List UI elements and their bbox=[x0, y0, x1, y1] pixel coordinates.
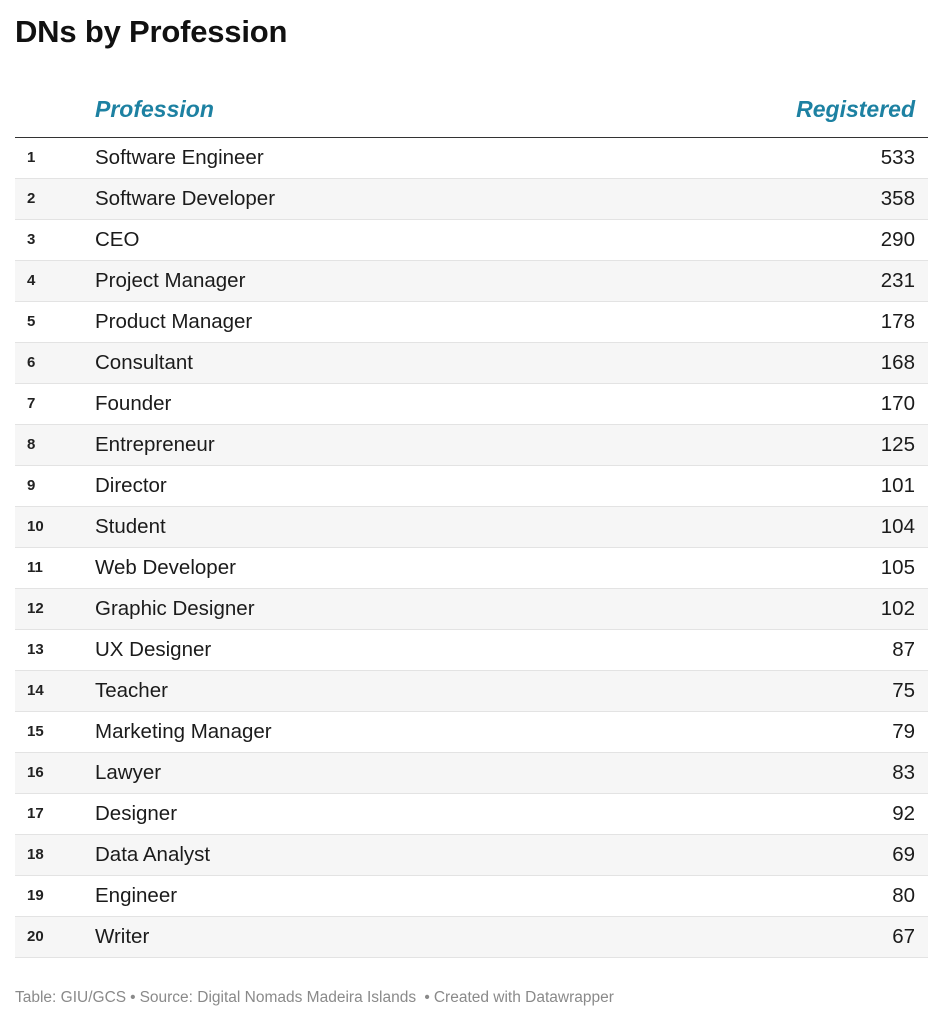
row-profession: Student bbox=[95, 515, 166, 538]
table-row bbox=[15, 302, 928, 343]
table-row bbox=[15, 671, 928, 712]
row-registered-value: 80 bbox=[892, 884, 915, 907]
row-registered-value: 92 bbox=[892, 802, 915, 825]
row-profession: Project Manager bbox=[95, 269, 246, 292]
row-profession: Teacher bbox=[95, 679, 168, 702]
table-body bbox=[15, 138, 928, 958]
row-profession: Web Developer bbox=[95, 556, 236, 579]
row-registered-value: 290 bbox=[880, 228, 915, 251]
row-rank: 12 bbox=[27, 600, 44, 617]
row-registered-value: 79 bbox=[892, 720, 915, 743]
row-rank: 13 bbox=[27, 641, 44, 658]
row-profession: Consultant bbox=[95, 351, 194, 374]
footer-source: Source: Digital Nomads Madeira Islands bbox=[139, 989, 417, 1006]
footer-separator: • bbox=[130, 989, 136, 1006]
table-row bbox=[15, 425, 928, 466]
footer-table-credit: Table: GIU/GCS bbox=[15, 989, 127, 1006]
row-registered-value: 83 bbox=[892, 761, 915, 784]
row-registered-value: 102 bbox=[880, 597, 915, 620]
row-rank: 20 bbox=[27, 928, 44, 945]
row-profession: Lawyer bbox=[95, 761, 162, 784]
row-profession: Marketing Manager bbox=[95, 720, 272, 743]
chart-footer bbox=[15, 989, 614, 1007]
table-row bbox=[15, 138, 928, 179]
table-row bbox=[15, 917, 928, 958]
table-header-row bbox=[15, 88, 928, 138]
table-row bbox=[15, 753, 928, 794]
row-rank: 3 bbox=[27, 231, 36, 248]
row-registered-value: 178 bbox=[880, 310, 915, 333]
row-registered-value: 87 bbox=[892, 638, 915, 661]
row-profession: Graphic Designer bbox=[95, 597, 255, 620]
row-registered-value: 170 bbox=[880, 392, 915, 415]
row-profession: Product Manager bbox=[95, 310, 253, 333]
row-rank: 7 bbox=[27, 395, 36, 412]
row-profession: Founder bbox=[95, 392, 172, 415]
footer-created-with: Created with Datawrapper bbox=[433, 989, 614, 1006]
row-rank: 8 bbox=[27, 436, 36, 453]
table-row bbox=[15, 630, 928, 671]
table-row bbox=[15, 220, 928, 261]
column-header-profession[interactable]: Profession bbox=[95, 96, 214, 122]
table-row bbox=[15, 384, 928, 425]
row-rank: 18 bbox=[27, 846, 44, 863]
row-profession: CEO bbox=[95, 228, 140, 251]
row-profession: Engineer bbox=[95, 884, 178, 907]
row-registered-value: 104 bbox=[880, 515, 915, 538]
row-registered-value: 125 bbox=[880, 433, 915, 456]
row-rank: 11 bbox=[27, 559, 43, 576]
row-profession: Entrepreneur bbox=[95, 433, 215, 456]
row-rank: 6 bbox=[27, 354, 36, 371]
table-row bbox=[15, 835, 928, 876]
row-registered-value: 101 bbox=[880, 474, 915, 497]
row-rank: 5 bbox=[27, 313, 36, 330]
table-row bbox=[15, 179, 928, 220]
table-row bbox=[15, 343, 928, 384]
table-row bbox=[15, 589, 928, 630]
data-table bbox=[15, 88, 928, 958]
table-row bbox=[15, 261, 928, 302]
footer-separator: • bbox=[420, 989, 430, 1006]
row-profession: Designer bbox=[95, 802, 178, 825]
table-row bbox=[15, 466, 928, 507]
table-row bbox=[15, 712, 928, 753]
row-rank: 1 bbox=[27, 149, 36, 166]
row-registered-value: 168 bbox=[880, 351, 915, 374]
row-rank: 4 bbox=[27, 272, 36, 289]
row-profession: Data Analyst bbox=[95, 843, 211, 866]
row-rank: 10 bbox=[27, 518, 44, 535]
row-rank: 17 bbox=[27, 805, 44, 822]
row-registered-value: 533 bbox=[880, 146, 915, 169]
row-rank: 15 bbox=[27, 723, 44, 740]
row-rank: 9 bbox=[27, 477, 36, 494]
row-registered-value: 75 bbox=[892, 679, 915, 702]
row-registered-value: 67 bbox=[892, 925, 915, 948]
row-registered-value: 358 bbox=[880, 187, 915, 210]
row-profession: UX Designer bbox=[95, 638, 212, 661]
row-rank: 2 bbox=[27, 190, 36, 207]
row-registered-value: 69 bbox=[892, 843, 915, 866]
row-profession: Writer bbox=[95, 925, 150, 948]
table-row bbox=[15, 507, 928, 548]
table-row bbox=[15, 548, 928, 589]
row-profession: Director bbox=[95, 474, 167, 497]
row-profession: Software Developer bbox=[95, 187, 276, 210]
table-row bbox=[15, 794, 928, 835]
row-profession: Software Engineer bbox=[95, 146, 264, 169]
row-rank: 14 bbox=[27, 682, 44, 699]
row-rank: 19 bbox=[27, 887, 44, 904]
column-header-registered[interactable]: Registered bbox=[796, 96, 915, 122]
table-row bbox=[15, 876, 928, 917]
chart-title: DNs by Profession bbox=[15, 14, 288, 49]
row-registered-value: 105 bbox=[880, 556, 915, 579]
row-rank: 16 bbox=[27, 764, 44, 781]
row-registered-value: 231 bbox=[880, 269, 915, 292]
